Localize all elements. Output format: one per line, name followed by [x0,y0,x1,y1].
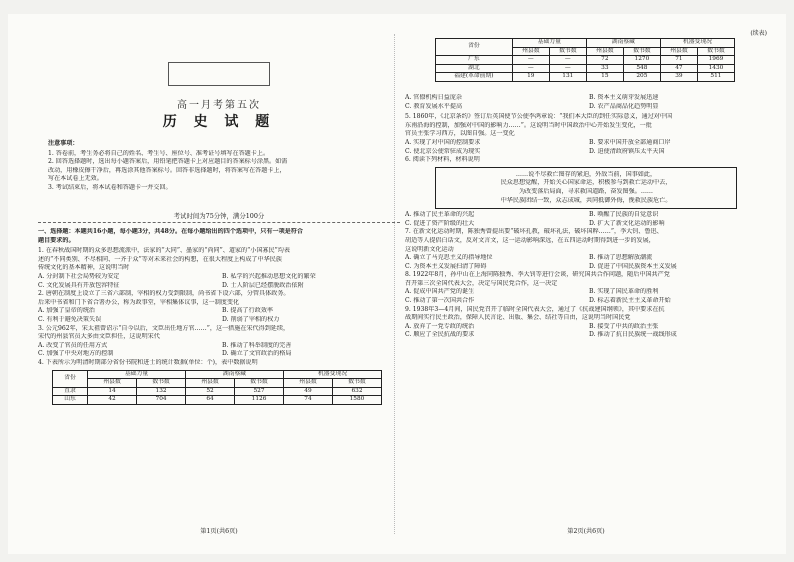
option-b[interactable]: B. 接受了中共的政治主张 [589,322,659,330]
question-text: 宋代的州县官员大多由文臣担任，这说明宋代 [38,333,160,341]
seal-stamp-box [168,62,270,86]
table-cell: 704 [137,396,186,405]
question-text: 8. 1922年8月，孙中山在上海同陈独秀、李大钊等进行会谈，研究国共合作问题，随后中国共产党 [405,271,670,279]
option-a[interactable]: A. 促成中国共产党的诞生 [405,288,475,296]
table-header: 湖南蔡藏 [186,370,284,379]
option-a[interactable]: A. 改变了官员的任用方式 [38,341,108,349]
options [405,323,767,340]
question-6 [405,156,767,228]
exam-sheet [8,14,786,554]
question-text: 2. 唐朝在制度上设立了三省六部制，宰相的权力受到限制，尚书省下设六部，分管具体政务。 [38,290,290,298]
table-cell: 74 [284,396,333,405]
option-d[interactable]: D. 迫使清政府镇压太平天国 [589,147,665,155]
option-b[interactable]: B. 私学的兴起推动思想文化的繁荣 [222,272,316,280]
options [38,273,400,290]
question-text: 战期间实行民主政治，保障人民言论、出版、集会、结社等自由，这说明当时国民党 [405,314,631,322]
notice-line: 1. 答卷前，考生务必将自己的姓名、考生号、座位号、准考证号填写在答题卡上。 [48,149,270,157]
table-cell: 71 [660,56,697,65]
options [38,342,400,359]
table-cell: 19 [512,73,549,82]
table-cell: 1270 [623,56,660,65]
table-cell: 1126 [235,396,284,405]
question-5 [405,113,767,156]
option-c[interactable]: C. 推动了第一次国共合作 [405,297,475,305]
questions-left [38,228,400,405]
question-text: 官员主张学习西方，以图自强。这一变化 [405,130,515,138]
exam-title: 历 史 试 题 [162,114,276,130]
option-b[interactable]: B. 提高了行政效率 [222,307,274,315]
exam-info: 考试时间为75分钟，满分100分 [173,212,265,220]
data-table [52,370,382,405]
table-header: 省份 [53,370,88,387]
question-text: 述的“不同类别、不尽相同、一齐于众”等对未来社会的构想，在很大程度上构成了中华民族 [38,255,282,263]
question-text: 东南沿海的控制，加强对中国的影响力……”。这说明当时中国政治中心开始发生变化，一批 [405,121,652,129]
table-subheader: 数书数 [332,379,381,388]
table-cell: 205 [623,73,660,82]
table-cell: 1430 [697,64,734,73]
notice-line: 2. 回答选择题时，选出每小题答案后，用铅笔把答题卡上对应题目的答案标号涂黑。如需 [48,158,288,166]
question-text: 3. 公元962年，宋太祖曾诏示“自今以后，文臣出任地方官……”，这一措施在宋代得到延续， [38,324,290,332]
question-text: 1. 在春秋战国时期的众多思想流派中，法家的“大同”、墨家的“尚同”、道家的“小国寡民”均表 [38,247,290,255]
question-text: 4. 下表所示为明清时期部分省份书院和进士的统计数据(单位：个)，表中数据说明 [38,358,258,366]
table-cell: 72 [586,56,623,65]
notice-line: 3. 考试结束后，将本试卷和答题卡一并交回。 [48,183,172,191]
table-cell: 47 [660,64,697,73]
option-b[interactable]: B. 唤醒了民族的自觉意识 [589,211,659,219]
option-a[interactable]: A. 放弃了一党专政的统治 [405,322,475,330]
question-4 [38,359,400,405]
table-cell: 132 [137,387,186,396]
table-row [436,56,735,65]
table-row [53,396,382,405]
table-subheader: 数书数 [137,379,186,388]
option-d[interactable]: D. 扩大了新文化运动的影响 [589,219,665,227]
table-header: 机器变现况 [284,370,382,379]
options [405,211,767,228]
question-2 [38,290,400,324]
option-c[interactable]: C. 教育发展水平提高 [405,102,463,110]
section-heading-cont: 题目要求的。 [38,236,75,244]
table-row [436,64,735,73]
notice-line: 改动，用橡皮擦干净后，再选涂其他答案标号。回答非选择题时，将答案写在答题卡上， [48,166,286,174]
question-text: 召开第三次全国代表大会，决定与国民党合作，这一决定 [405,279,558,287]
table-cell: 1969 [697,56,734,65]
material-line: ……说不尽救亡图存的紧迫，外敌当前，国事如此， [515,170,657,178]
table-subheader: 数书数 [697,47,734,56]
notice-block [48,140,398,193]
page-footer: 第1页(共6页) [200,528,238,536]
option-d[interactable]: D. 推动了抗日民族统一战线形成 [589,331,677,339]
material-line: 中华民族团结一致，众志成城，共同抵御外侮，挽救民族危亡。 [500,196,672,204]
page-fold [394,34,395,534]
table-header: 机器变现况 [660,39,734,48]
option-d[interactable]: D. 促进了中国民族资本主义发展 [589,262,677,270]
table-subheader: 州县数 [586,47,623,56]
option-a[interactable]: A. 实现了对中国的控制要求 [405,138,481,146]
question-text: 传统文化的基本精神，这说明当时 [38,264,130,272]
question-8 [405,271,767,305]
notice-heading: 注意事项： [48,140,79,147]
page-footer: 第2页(共6页) [567,528,605,536]
option-b[interactable]: B. 推动了科举制度的完善 [222,341,292,349]
table-cell: 1580 [332,396,381,405]
table-header: 基础力量 [512,39,586,48]
table-subheader: 州县数 [660,47,697,56]
option-b[interactable]: B. 推动了思想解放潮流 [589,254,653,262]
options [405,288,767,305]
question-text: 6. 阅读下列材料，材料说明 [405,156,480,164]
option-d[interactable]: D. 农产品商品化趋势明显 [589,102,659,110]
table-cell: 山东 [53,396,88,405]
option-d[interactable]: D. 标志着新民主主义革命开始 [589,297,671,305]
question-text: 这说明新文化运动 [405,245,454,253]
option-d[interactable]: D. 确立了文官政治的格局 [222,350,292,358]
material-line: 为改变落后局面，寻求救国道路，奋发图强。…… [518,187,654,195]
question-3 [38,325,400,359]
option-c[interactable]: C. 顺应了全民抗战的要求 [405,331,475,339]
table-subheader: 州县数 [512,47,549,56]
table-row [53,387,382,396]
table-cell: 39 [660,73,697,82]
page-2 [405,32,767,537]
options [405,94,767,111]
table-cell: 511 [697,73,734,82]
option-a[interactable]: A. 官僚机构日益庞杂 [405,94,463,101]
question-text: 胡适等人提倡白话文，反对文言文，这一运动影响深远，在五四运动时期得到进一步的发展， [405,236,655,244]
options [405,254,767,271]
table-header: 湖南蔡藏 [586,39,660,48]
table-header: 省份 [436,39,513,56]
table-subheader: 州县数 [284,379,333,388]
table-cell: — [549,56,586,65]
option-a[interactable]: A. 分封制下社会局势较为安定 [38,272,120,280]
option-c[interactable]: C. 使北京公使常驻成为现实 [405,147,481,155]
table-cell: 湖北 [436,64,513,73]
table-cell: — [512,64,549,73]
table-cell: 52 [186,387,235,396]
option-b[interactable]: B. 资本主义萌芽发展迅速 [589,94,659,101]
option-c[interactable]: C. 为资本主义发展扫清了障碍 [405,262,487,270]
option-c[interactable]: C. 文化发展具有开放包容特征 [38,281,120,289]
table-subheader: 数书数 [235,379,284,388]
option-d[interactable]: D. 士人阶层已经摆脱政治依附 [222,281,304,289]
table-subheader: 州县数 [88,379,137,388]
page-1 [38,32,400,537]
table-cell: 直隶 [53,387,88,396]
question-text: 5. 1860年，《北京条约》签订后英国使节公使李鸿章说：“我们本大臣的到任实际意义，通过对中国 [405,113,673,121]
table-cell: 527 [235,387,284,396]
table-cell: 64 [186,396,235,405]
continued-label: (续表) [750,30,767,37]
table-cell: 14 [88,387,137,396]
table-cell: 33 [586,64,623,73]
question-text: 后来中书省和门下省合署办公，称为政事堂，宰相集体议事，这一制度变化 [38,298,240,306]
question-text: 9. 1938年3—4月间，国民党召开了临时全国代表大会，通过了《抗战建国纲领》，其中要求在抗 [405,305,665,313]
table-subheader: 数书数 [623,47,660,56]
options [38,307,400,324]
table-header: 基础力量 [88,370,186,379]
table-cell: — [549,64,586,73]
table-cell: 632 [332,387,381,396]
option-a[interactable]: A. 推动了民主革命的兴起 [405,211,475,219]
table-cell: 42 [88,396,137,405]
table-cell: 广东 [436,56,513,65]
option-b[interactable]: B. 实现了国民革命的胜利 [589,288,659,296]
table-cell: 131 [549,73,586,82]
table-cell: 福建(革命前期) [436,73,513,82]
exam-subtitle: 高一月考第五次 [177,100,261,111]
divider [38,222,400,223]
option-d[interactable]: D. 削弱了宰相的权力 [222,315,280,323]
data-table-continued [435,38,735,82]
table-cell: 15 [586,73,623,82]
option-a[interactable]: A. 加强了皇帝的统治 [38,307,96,315]
material-line: 民众思想觉醒，开始关心国家命运，积极参与到救亡运动中去， [500,179,672,187]
table-row [436,73,735,82]
table-cell: — [512,56,549,65]
section-heading: 一、选择题：本题共16小题，每小题3分，共48分。在每小题给出的四个选项中，只有一项是符合 [38,228,303,235]
question-7 [405,228,767,271]
question-9 [405,306,767,340]
notice-line: 写在本试卷上无效。 [48,175,103,183]
table-cell: 548 [623,64,660,73]
table-cell: 49 [284,387,333,396]
option-b[interactable]: B. 要求中国开放全部通商口岸 [589,138,671,146]
option-a[interactable]: A. 确立了马克思主义的指导地位 [405,254,493,262]
option-c[interactable]: C. 促进了资产阶级的壮大 [405,219,475,227]
option-c[interactable]: C. 加强了中央对地方的控制 [38,350,114,358]
question-1 [38,247,400,290]
question-text: 7. 在新文化运动时期，陈独秀曾提出要“破坏孔教，破坏礼法，破坏国粹……”，李大钊、鲁迅、 [405,228,663,236]
options [405,139,767,156]
questions-right [405,94,767,340]
source-material-box [435,167,737,209]
table-subheader: 数书数 [549,47,586,56]
option-c[interactable]: C. 有利于避免决策失误 [38,315,102,323]
table-subheader: 州县数 [186,379,235,388]
